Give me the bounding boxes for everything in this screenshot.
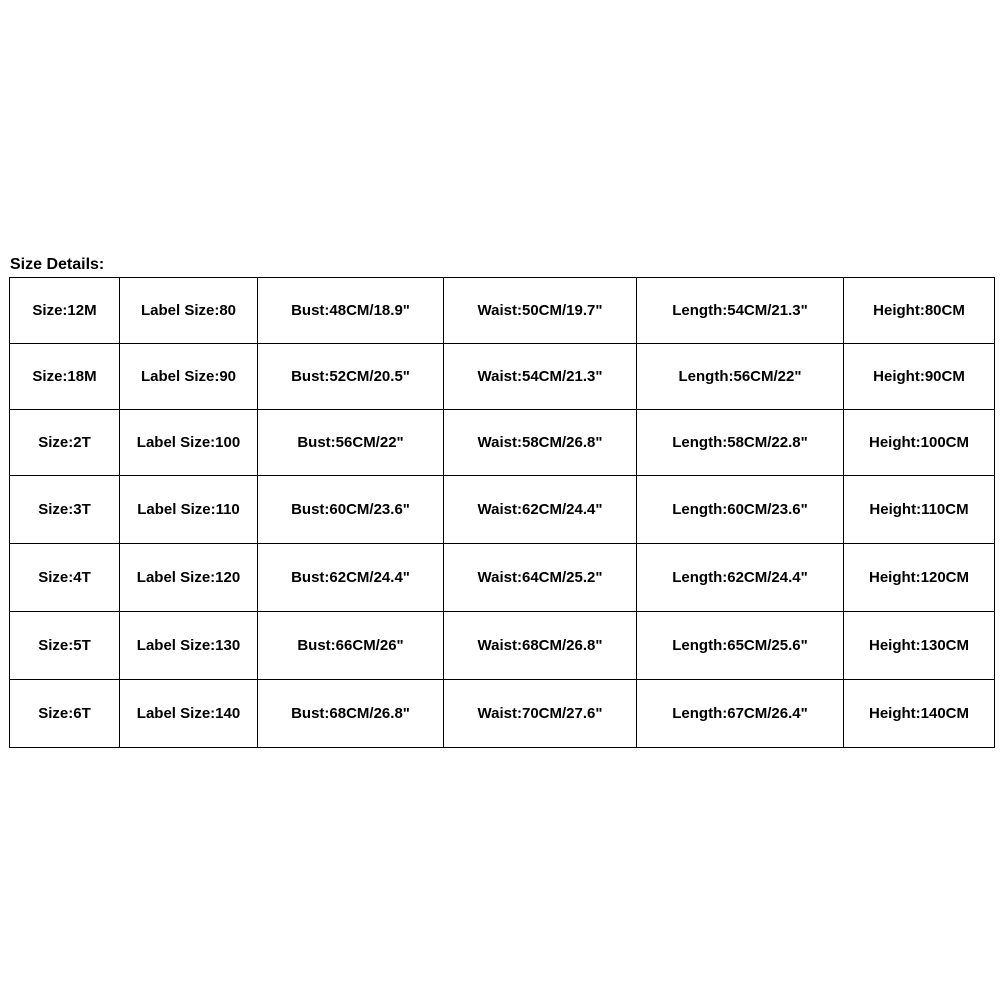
height-cell: Height:90CM	[844, 344, 995, 410]
size-cell: Size:6T	[10, 680, 120, 748]
size-details-heading: Size Details:	[10, 256, 105, 273]
label-size-cell: Label Size:100	[120, 410, 258, 476]
size-cell: Size:5T	[10, 612, 120, 680]
length-cell: Length:62CM/24.4"	[637, 544, 844, 612]
label-size-cell: Label Size:110	[120, 476, 258, 544]
label-size-cell: Label Size:80	[120, 278, 258, 344]
bust-cell: Bust:48CM/18.9"	[258, 278, 444, 344]
waist-cell: Waist:68CM/26.8"	[444, 612, 637, 680]
size-cell: Size:4T	[10, 544, 120, 612]
table-row	[10, 410, 995, 476]
length-cell: Length:56CM/22"	[637, 344, 844, 410]
height-cell: Height:100CM	[844, 410, 995, 476]
length-cell: Length:58CM/22.8"	[637, 410, 844, 476]
table-row	[10, 278, 995, 344]
bust-cell: Bust:60CM/23.6"	[258, 476, 444, 544]
table-row	[10, 476, 995, 544]
height-cell: Height:120CM	[844, 544, 995, 612]
bust-cell: Bust:62CM/24.4"	[258, 544, 444, 612]
waist-cell: Waist:54CM/21.3"	[444, 344, 637, 410]
table-row	[10, 680, 995, 748]
height-cell: Height:80CM	[844, 278, 995, 344]
length-cell: Length:67CM/26.4"	[637, 680, 844, 748]
label-size-cell: Label Size:130	[120, 612, 258, 680]
table-row	[10, 344, 995, 410]
bust-cell: Bust:68CM/26.8"	[258, 680, 444, 748]
bust-cell: Bust:66CM/26"	[258, 612, 444, 680]
height-cell: Height:140CM	[844, 680, 995, 748]
table-row	[10, 544, 995, 612]
length-cell: Length:60CM/23.6"	[637, 476, 844, 544]
label-size-cell: Label Size:120	[120, 544, 258, 612]
table-row	[10, 612, 995, 680]
waist-cell: Waist:62CM/24.4"	[444, 476, 637, 544]
height-cell: Height:130CM	[844, 612, 995, 680]
bust-cell: Bust:56CM/22"	[258, 410, 444, 476]
waist-cell: Waist:70CM/27.6"	[444, 680, 637, 748]
waist-cell: Waist:50CM/19.7"	[444, 278, 637, 344]
size-chart-table	[9, 277, 995, 748]
length-cell: Length:65CM/25.6"	[637, 612, 844, 680]
size-cell: Size:3T	[10, 476, 120, 544]
size-cell: Size:12M	[10, 278, 120, 344]
size-cell: Size:18M	[10, 344, 120, 410]
waist-cell: Waist:64CM/25.2"	[444, 544, 637, 612]
bust-cell: Bust:52CM/20.5"	[258, 344, 444, 410]
length-cell: Length:54CM/21.3"	[637, 278, 844, 344]
label-size-cell: Label Size:140	[120, 680, 258, 748]
waist-cell: Waist:58CM/26.8"	[444, 410, 637, 476]
label-size-cell: Label Size:90	[120, 344, 258, 410]
size-cell: Size:2T	[10, 410, 120, 476]
height-cell: Height:110CM	[844, 476, 995, 544]
